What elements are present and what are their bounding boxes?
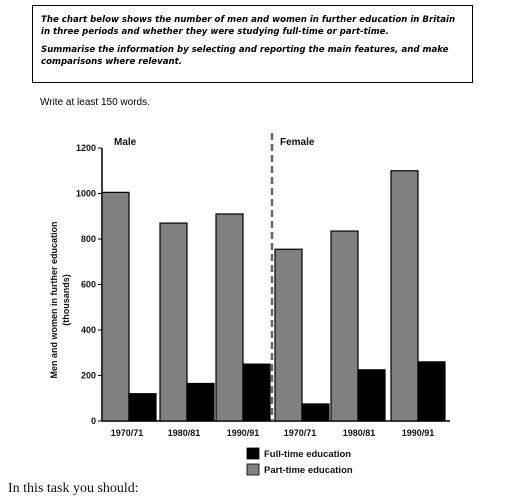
legend-swatch (247, 448, 259, 459)
y-tick-label: 1000 (75, 188, 96, 199)
bar-full-time (129, 394, 156, 421)
task-instruction: Summarise the information by selecting and reporting the main features, and make comparisons where relevant. (41, 45, 449, 67)
x-category-label: 1970/71 (110, 428, 144, 438)
chart-legend (247, 448, 353, 476)
bar-part-time (216, 214, 243, 421)
bar-part-time (102, 192, 129, 421)
y-tick-label: 600 (80, 279, 96, 290)
bar-part-time (275, 249, 302, 421)
task-description: The chart below shows the number of men and women in further education in Britain in three periods and whether they were studying full-time or part-time. (41, 15, 456, 37)
y-tick-label: 400 (80, 325, 96, 335)
y-tick-label: 1200 (75, 143, 96, 153)
y-tick-label: 800 (80, 234, 96, 244)
y-tick-label: 0 (90, 416, 96, 426)
x-category-label: 1970/71 (283, 428, 317, 438)
legend-label: Part-time education (264, 465, 353, 476)
bar-full-time (302, 404, 329, 421)
panel-label-male: Male (114, 137, 137, 148)
x-category-label: 1980/81 (167, 428, 201, 438)
footer-text: In this task you should: (8, 481, 139, 496)
x-category-label: 1990/91 (401, 428, 435, 438)
legend-swatch (247, 464, 259, 475)
word-count-note: Write at least 150 words. (40, 97, 150, 108)
legend-label: Full-time education (264, 449, 352, 460)
bar-part-time (331, 231, 358, 421)
x-category-label: 1980/81 (342, 428, 376, 438)
bar-full-time (418, 362, 445, 421)
chart-bars (102, 171, 445, 421)
x-category-label: 1990/91 (226, 428, 260, 438)
y-axis-label: Men and women in further education (thousands) (49, 221, 71, 379)
bar-part-time (160, 223, 187, 421)
y-tick-label: 200 (80, 370, 96, 381)
bar-full-time (187, 383, 214, 421)
bar-full-time (358, 370, 385, 421)
bar-full-time (243, 364, 270, 421)
bar-part-time (391, 171, 418, 421)
panel-label-female: Female (280, 137, 315, 148)
x-axis-labels (111, 428, 435, 438)
